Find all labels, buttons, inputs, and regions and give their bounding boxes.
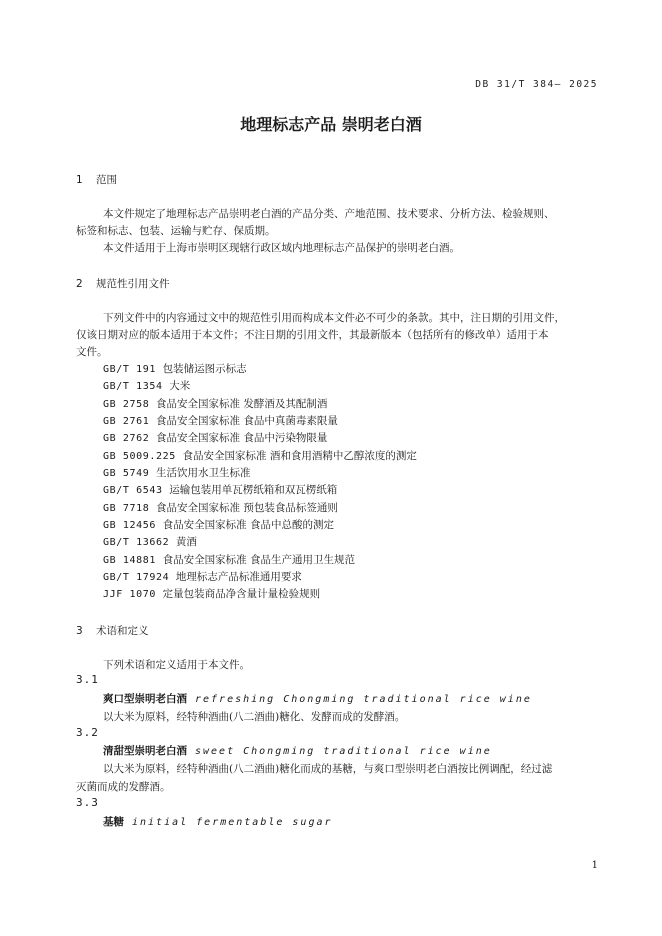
term-english: refreshing Chongming traditional rice wine [195,694,532,705]
reference-item [103,396,327,411]
term-entry [103,743,492,758]
reference-item [103,552,355,567]
reference-name: 黄酒 [175,536,197,548]
term-number: 3.3 [76,796,99,809]
term-chinese: 爽口型崇明老白酒 [103,693,187,705]
reference-item [103,586,320,601]
reference-item [103,534,197,549]
reference-item [103,517,334,532]
reference-code: JJF 1070 [103,589,156,600]
normative-intro-line-1: 下列文件中的内容通过文中的规范性引用而构成本文件必不可少的条款。其中，注日期的引用文件， [103,312,565,324]
reference-item [103,500,338,515]
term-definition-line-2: 灭菌而成的发酵酒。 [76,781,171,793]
section-title: 规范性引用文件 [96,278,170,290]
reference-name: 食品安全国家标准 食品中污染物限量 [156,432,328,444]
reference-code: GB 12456 [103,520,156,531]
section-heading-scope [76,172,117,187]
term-english: initial fermentable sugar [132,817,333,828]
section-heading-terms [76,623,149,638]
reference-code: GB 2762 [103,433,150,444]
reference-code: GB/T 1354 [103,381,163,392]
term-number: 3.2 [76,726,99,739]
term-definition: 以大米为原料，经特种酒曲(八二酒曲)糖化、发酵而成的发酵酒。 [103,711,406,723]
reference-name: 食品安全国家标准 预包装食品标签通则 [156,502,338,514]
reference-name: 地理标志产品标准通用要求 [175,571,302,583]
reference-name: 大米 [169,380,191,392]
reference-name: 生活饮用水卫生标准 [156,467,251,479]
reference-code: GB 7718 [103,503,150,514]
reference-item [103,378,190,393]
reference-code: GB 5009.225 [103,451,176,462]
reference-name: 食品安全国家标准 食品中总酸的测定 [162,519,334,531]
reference-code: GB/T 13662 [103,537,170,548]
term-chinese: 基糖 [103,816,124,828]
section-number: 2 [76,278,83,290]
reference-item [103,448,417,463]
document-number: DB 31/T 384— 2025 [475,79,598,90]
reference-name: 运输包装用单瓦楞纸箱和双瓦楞纸箱 [169,484,338,496]
scope-paragraph-1-line-1: 本文件规定了地理标志产品崇明老白酒的产品分类、产地范围、技术要求、分析方法、检验规则、 [103,208,555,220]
scope-paragraph-1-line-2: 标签和标志、包装、运输与贮存、保质期。 [76,225,276,237]
reference-name: 定量包装商品净含量计量检验规则 [162,588,321,600]
reference-item [103,430,327,445]
section-number: 1 [76,174,83,186]
term-entry [103,814,333,829]
terms-intro: 下列术语和定义适用于本文件。 [103,659,250,671]
reference-name: 食品安全国家标准 酒和食用酒精中乙醇浓度的测定 [182,450,417,462]
reference-item [103,361,247,376]
section-title: 术语和定义 [96,625,149,637]
reference-code: GB/T 17924 [103,572,170,583]
reference-item [103,413,338,428]
reference-item [103,482,337,497]
section-number: 3 [76,625,83,637]
scope-paragraph-2: 本文件适用于上海市崇明区现辖行政区域内地理标志产品保护的崇明老白酒。 [103,242,460,254]
term-chinese: 清甜型崇明老白酒 [103,745,187,757]
reference-item [103,465,251,480]
term-number: 3.1 [76,673,99,686]
section-heading-normative [76,276,170,291]
term-definition-line-1: 以大米为原料，经特种酒曲(八二酒曲)糖化而成的基糖，与爽口型崇明老白酒按比例调配，经过滤 [103,763,553,775]
section-title: 范围 [96,174,117,186]
reference-code: GB 2761 [103,416,150,427]
reference-name: 食品安全国家标准 食品中真菌毒素限量 [156,415,338,427]
reference-code: GB 5749 [103,468,150,479]
reference-name: 食品安全国家标准 发酵酒及其配制酒 [156,398,328,410]
reference-name: 食品安全国家标准 食品生产通用卫生规范 [162,554,355,566]
term-english: sweet Chongming traditional rice wine [195,746,492,757]
reference-name: 包装储运图示标志 [162,363,247,375]
page-number: 1 [591,860,598,871]
term-entry [103,691,532,706]
reference-item [103,569,302,584]
reference-code: GB 14881 [103,555,156,566]
reference-code: GB 2758 [103,399,150,410]
reference-code: GB/T 191 [103,364,156,375]
page-title: 地理标志产品 崇明老白酒 [240,115,422,134]
reference-code: GB/T 6543 [103,485,163,496]
normative-intro-line-2: 仅该日期对应的版本适用于本文件；不注日期的引用文件，其最新版本（包括所有的修改单）适用于本 [76,329,549,341]
normative-intro-line-3: 文件。 [76,346,108,358]
